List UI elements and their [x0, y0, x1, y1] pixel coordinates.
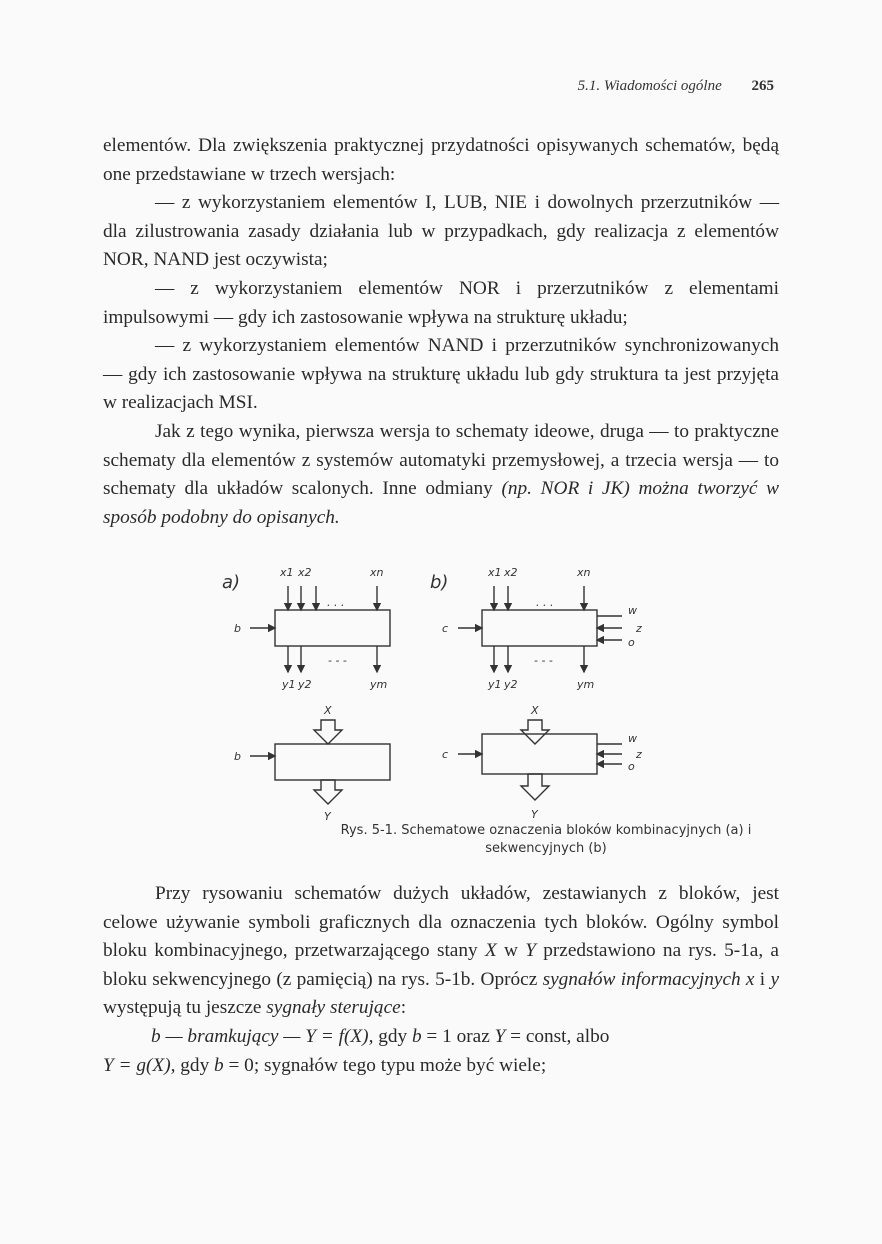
state-label-w: w — [628, 732, 637, 745]
formula: b — bramkujący — Y = f(X), — [151, 1025, 374, 1047]
combinational-block-compact — [275, 744, 390, 780]
output-label-y2: y2 — [298, 678, 312, 691]
clock-label-c: c — [442, 748, 449, 761]
body-text-bottom — [103, 880, 779, 1080]
input-label-x1: x1 — [488, 566, 502, 579]
state-label-w: w — [628, 604, 637, 617]
text: występują tu jeszcze — [103, 997, 267, 1019]
math-var: Y — [494, 1025, 506, 1047]
input-label-xn: xn — [370, 566, 384, 579]
output-label-ym: ym — [370, 678, 388, 691]
figure-caption: Rys. 5-1. Schematowe oznaczenia bloków kombinacyjnych (a) i sekwencyjnych (b) — [340, 823, 752, 856]
input-label-X: X — [324, 704, 332, 717]
output-ellipsis: - - - — [534, 654, 553, 667]
paragraph — [103, 418, 779, 532]
control-label-b: b — [234, 622, 241, 635]
list-item-version-3: — z wykorzystaniem elementów NAND i przerzutników synchronizowanych — gdy ich zastosowanie wpływa na strukturę układu lub gdy struktura ta jest przyjęta w realizacjach MSI. — [103, 335, 779, 414]
output-label-y2: y2 — [504, 678, 518, 691]
sequential-block — [482, 610, 597, 646]
text: = 1 oraz — [421, 1025, 495, 1047]
formula: Y = g(X), — [103, 1054, 176, 1076]
paragraph: elementów. Dla zwiększenia praktycznej przydatności opisywanych schematów, będą one przedstawiane w trzech wersjach: — [103, 135, 779, 185]
state-label-z: z — [636, 622, 642, 635]
text: = 0; sygnałów tego typu może być wiele; — [223, 1054, 547, 1076]
text: w — [496, 940, 526, 962]
italic-text: sygnały sterujące — [266, 997, 401, 1019]
figure-label-b: b) — [430, 572, 449, 593]
figure-svg — [220, 548, 660, 828]
input-label-x1: x1 — [280, 566, 294, 579]
state-label-o: o — [628, 760, 635, 773]
figure-label-a: a) — [222, 572, 241, 593]
input-label-x2: x2 — [504, 566, 518, 579]
running-head: 5.1. Wiadomości ogólne — [577, 78, 722, 94]
text: przedstawiono na rys. 5-1a, a bloku sekwencyjnego (z pamięcią) na rys. 5-1b. Oprócz — [103, 940, 779, 990]
input-ellipsis: . . . — [536, 596, 554, 609]
math-var: Y — [525, 940, 536, 962]
text: = const, albo — [505, 1025, 610, 1047]
output-label-Y: Y — [531, 808, 538, 821]
list-item-version-2: — z wykorzystaniem elementów NOR i przerzutników z elementami impulsowymi — gdy ich zastosowanie wpływa na strukturę układu; — [103, 277, 779, 328]
text: gdy — [175, 1054, 215, 1076]
body-text-top — [103, 132, 779, 532]
output-label-y1: y1 — [488, 678, 502, 691]
formula-line — [103, 1023, 779, 1052]
combinational-block — [275, 610, 390, 646]
math-var: X — [484, 940, 497, 962]
math-var: b — [411, 1025, 422, 1047]
text: gdy — [373, 1025, 412, 1047]
state-label-z: z — [636, 748, 642, 761]
italic-text: sygnałów informacyjnych x — [542, 968, 755, 990]
list-item-version-1: — z wykorzystaniem elementów I, LUB, NIE i dowolnych przerzutników — dla zilustrowania zasady działania lub w przypadkach, gdy realizacja z elementów NOR, NAND jest oczywista; — [103, 192, 779, 271]
text: : — [400, 997, 407, 1019]
output-label-Y: Y — [324, 810, 331, 823]
input-label-xn: xn — [577, 566, 591, 579]
page-header — [578, 78, 774, 95]
page-number: 265 — [751, 78, 774, 94]
input-label-X: X — [531, 704, 539, 717]
input-ellipsis: . . . — [327, 596, 345, 609]
italic-text: (np. NOR i JK) można tworzyć w sposób podobny do opisanych. — [103, 478, 779, 528]
paragraph — [103, 880, 779, 1023]
text: Przy rysowaniu schematów dużych układów, zestawianych z bloków, jest celowe używanie symboli graficznych dla oznaczenia tych bloków. Ogólny symbol bloku kombinacyjnego, przetwarzającego stany — [103, 883, 779, 962]
formula-line — [103, 1052, 779, 1081]
math-var: b — [214, 1054, 224, 1076]
text: i — [754, 968, 771, 990]
figure-block-diagram — [220, 548, 660, 828]
control-label-b: b — [234, 750, 241, 763]
input-label-x2: x2 — [298, 566, 312, 579]
state-label-o: o — [628, 636, 635, 649]
text: Jak z tego wynika, pierwsza wersja to schematy ideowe, druga — to praktyczne schematy dla elementów z systemów automatyki przemysłowej, a trzecia wersja — to schematy dla układów scalonych. Inne odmiany — [103, 420, 779, 500]
output-label-y1: y1 — [282, 678, 296, 691]
output-label-ym: ym — [577, 678, 595, 691]
math-var: y — [770, 968, 779, 990]
clock-label-c: c — [442, 622, 449, 635]
output-ellipsis: - - - — [328, 654, 347, 667]
